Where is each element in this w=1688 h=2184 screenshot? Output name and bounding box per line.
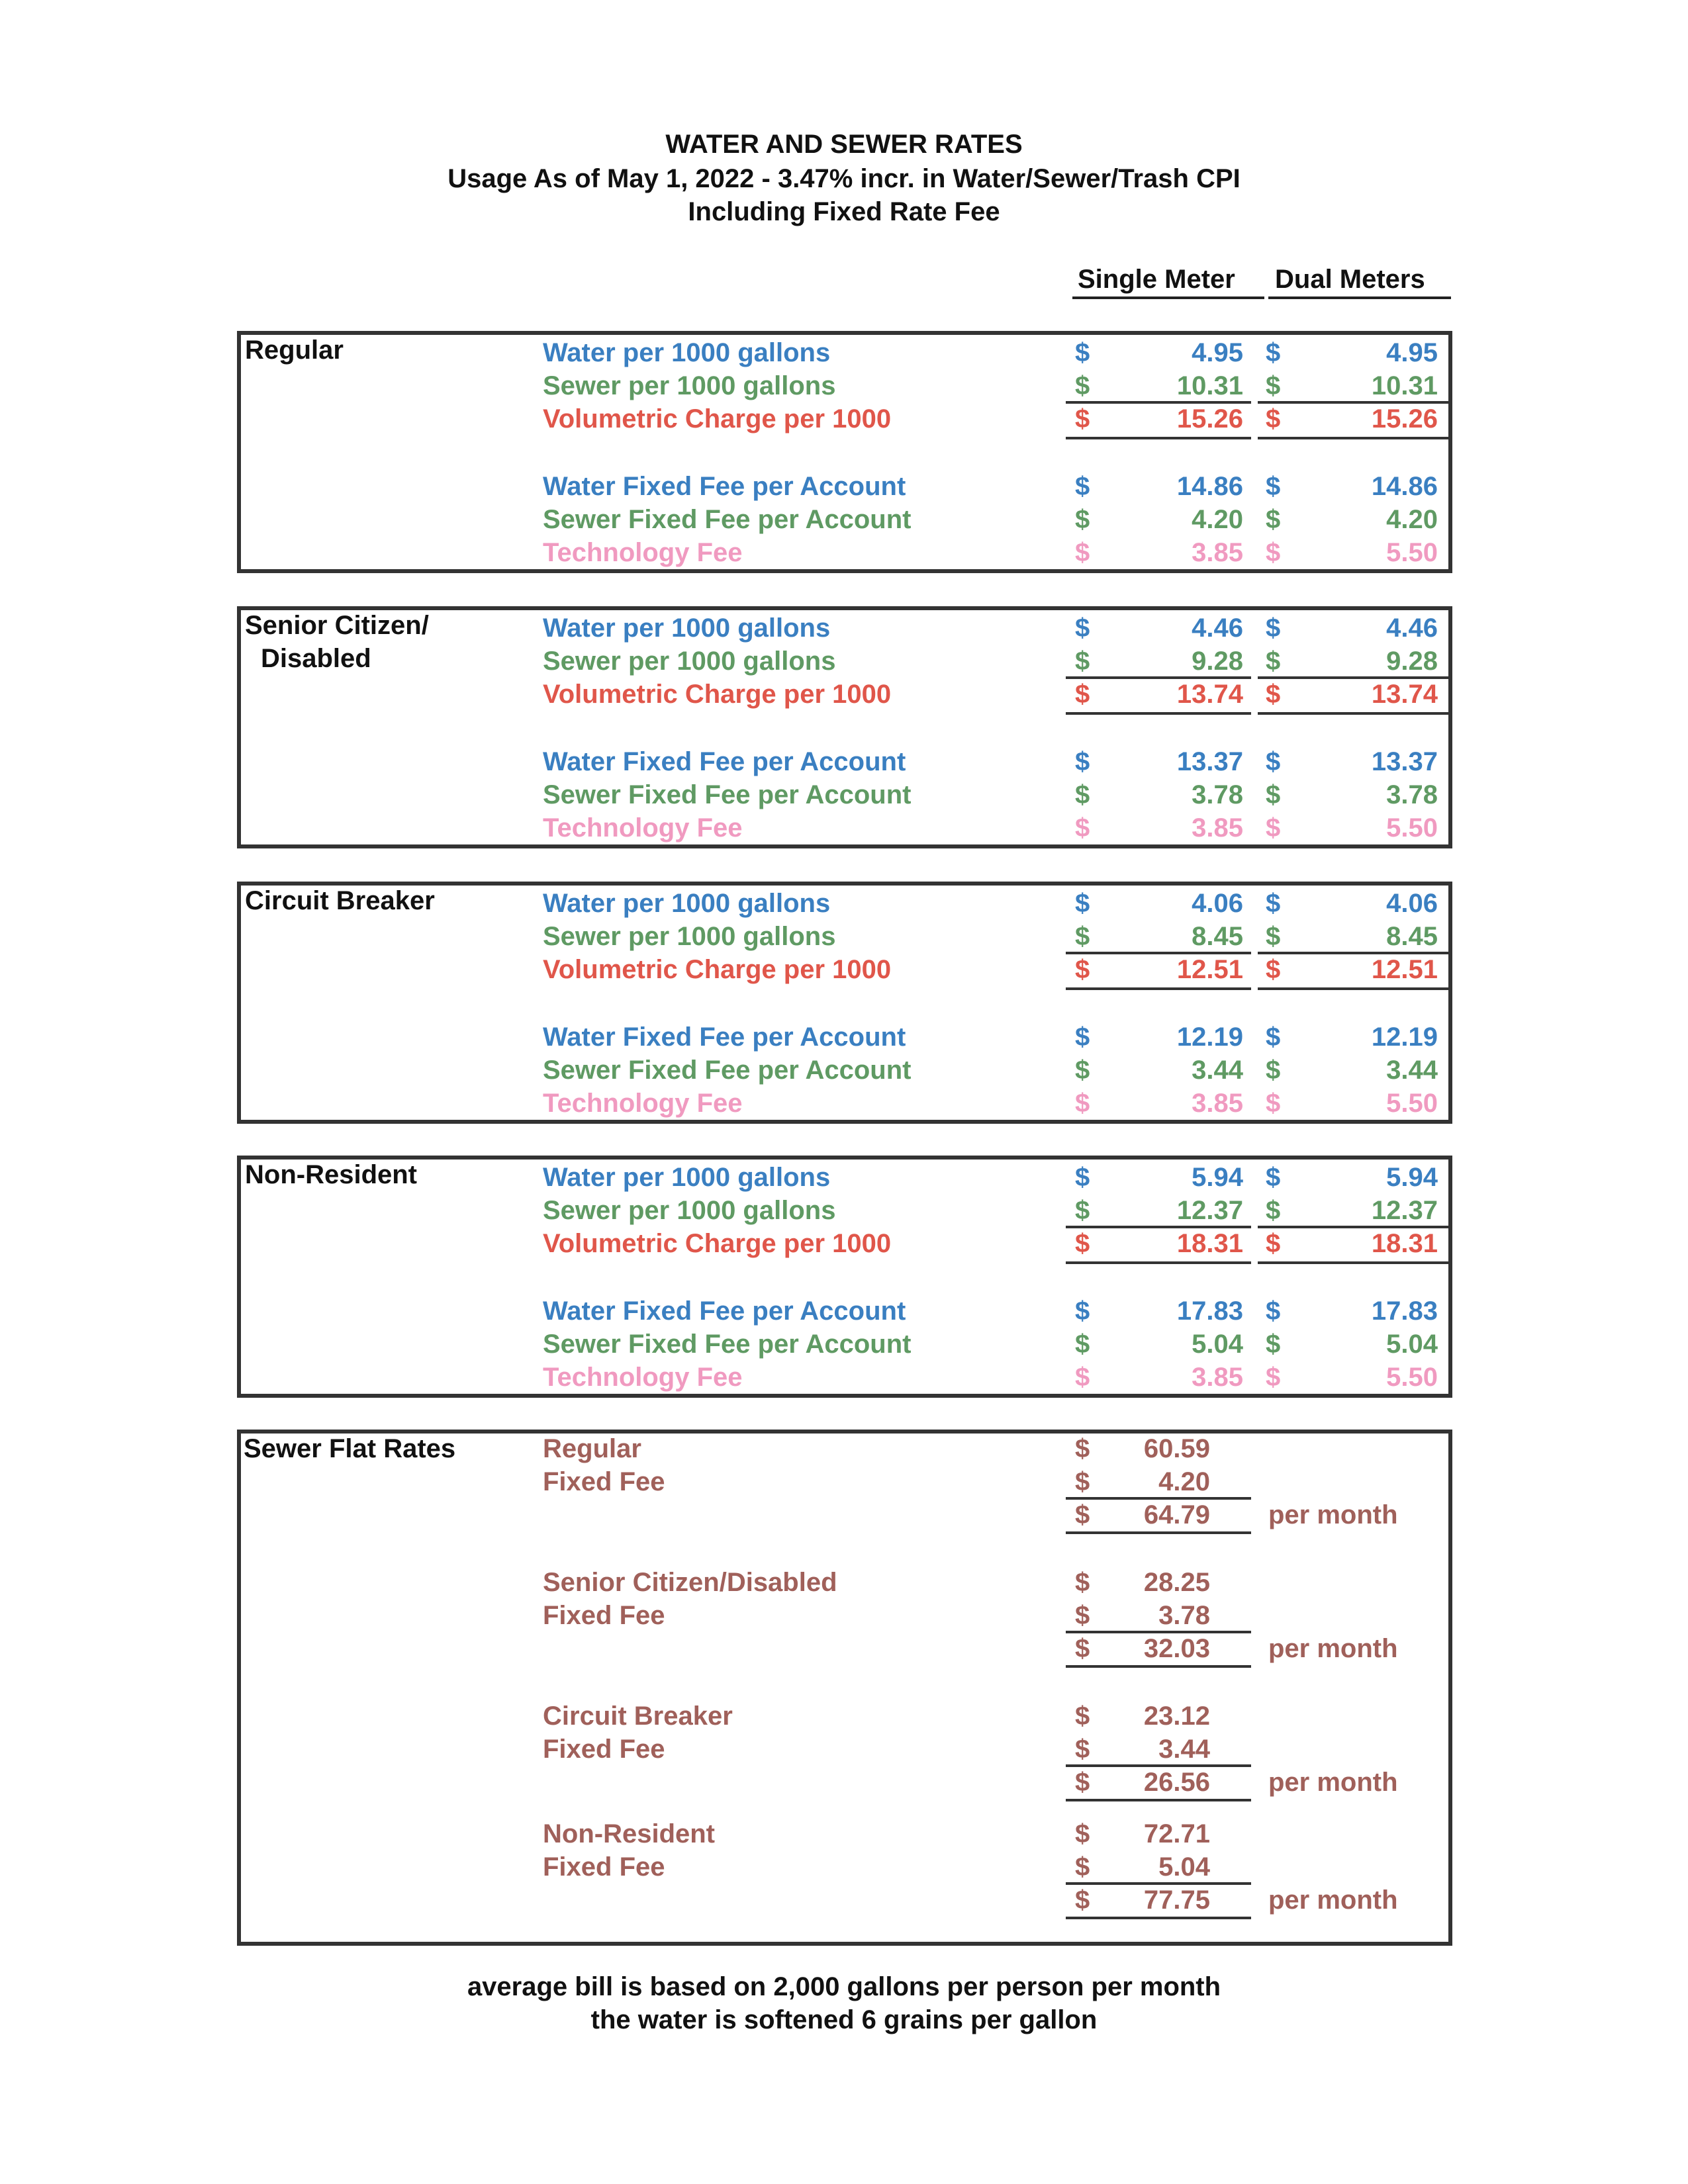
rate-label: Technology Fee (543, 538, 743, 567)
rate-value-dual: 4.46 (1386, 614, 1438, 643)
rate-label: Water Fixed Fee per Account (543, 1297, 906, 1326)
rate-value-dual: 18.31 (1371, 1229, 1438, 1258)
rate-label: Technology Fee (543, 813, 743, 842)
total-rule (1066, 712, 1251, 715)
currency-sign: $ (1266, 780, 1281, 809)
currency-sign: $ (1075, 1634, 1090, 1663)
flat-fee-label: Fixed Fee (543, 1852, 665, 1882)
currency-sign: $ (1075, 404, 1090, 433)
currency-sign: $ (1266, 472, 1281, 501)
currency-sign: $ (1266, 813, 1281, 842)
flat-fee-value: 3.44 (1158, 1735, 1210, 1764)
per-month-label: per month (1268, 1886, 1398, 1915)
section-category: Senior Citizen/ (245, 611, 429, 640)
currency-sign: $ (1075, 1196, 1090, 1225)
currency-sign: $ (1266, 922, 1281, 951)
currency-sign: $ (1266, 614, 1281, 643)
rate-value-single: 17.83 (1176, 1297, 1243, 1326)
rate-label: Volumetric Charge per 1000 (543, 955, 892, 984)
rate-value-dual: 12.19 (1371, 1023, 1438, 1052)
currency-sign: $ (1266, 371, 1281, 400)
rate-value-dual: 4.95 (1386, 338, 1438, 367)
total-rule (1066, 1665, 1251, 1668)
rate-value-single: 12.19 (1176, 1023, 1243, 1052)
section-category: Sewer Flat Rates (244, 1434, 456, 1463)
currency-sign: $ (1075, 1297, 1090, 1326)
rate-value-single: 5.94 (1192, 1163, 1243, 1192)
currency-sign: $ (1075, 1735, 1090, 1764)
currency-sign: $ (1266, 1089, 1281, 1118)
currency-sign: $ (1075, 1023, 1090, 1052)
currency-sign: $ (1075, 1434, 1090, 1463)
rate-label: Water per 1000 gallons (543, 1163, 831, 1192)
currency-sign: $ (1075, 1568, 1090, 1597)
flat-total-value: 64.79 (1143, 1500, 1210, 1529)
currency-sign: $ (1266, 1023, 1281, 1052)
currency-sign: $ (1266, 1056, 1281, 1085)
section-category: Regular (245, 336, 344, 365)
rate-value-single: 4.46 (1192, 614, 1243, 643)
per-month-label: per month (1268, 1634, 1398, 1663)
per-month-label: per month (1268, 1500, 1398, 1529)
flat-rate-label: Non-Resident (543, 1819, 715, 1848)
total-rule (1258, 952, 1450, 954)
column-header-underline (1268, 296, 1451, 299)
currency-sign: $ (1266, 538, 1281, 567)
rate-label: Sewer Fixed Fee per Account (543, 780, 912, 809)
rate-value-single: 4.95 (1192, 338, 1243, 367)
section-category: Circuit Breaker (245, 886, 435, 915)
total-rule (1258, 987, 1450, 990)
currency-sign: $ (1266, 1363, 1281, 1392)
per-month-label: per month (1268, 1768, 1398, 1797)
flat-fee-value: 4.20 (1158, 1467, 1210, 1496)
currency-sign: $ (1266, 1163, 1281, 1192)
currency-sign: $ (1075, 813, 1090, 842)
rate-value-single: 13.37 (1176, 747, 1243, 776)
currency-sign: $ (1266, 955, 1281, 984)
currency-sign: $ (1075, 1330, 1090, 1359)
footer-note-2: the water is softened 6 grains per gallon (590, 2005, 1098, 2034)
rate-value-single: 4.06 (1192, 889, 1243, 918)
currency-sign: $ (1266, 1229, 1281, 1258)
page-subtitle-2: Including Fixed Rate Fee (688, 197, 1000, 226)
currency-sign: $ (1075, 889, 1090, 918)
currency-sign: $ (1075, 1702, 1090, 1731)
rate-label: Technology Fee (543, 1089, 743, 1118)
rate-label: Technology Fee (543, 1363, 743, 1392)
rate-value-single: 14.86 (1176, 472, 1243, 501)
rate-value-single: 3.85 (1192, 1089, 1243, 1118)
currency-sign: $ (1075, 1500, 1090, 1529)
total-rule (1066, 401, 1251, 404)
rate-value-dual: 15.26 (1371, 404, 1438, 433)
flat-rate-value: 28.25 (1143, 1568, 1210, 1597)
flat-total-value: 32.03 (1143, 1634, 1210, 1663)
total-rule (1258, 712, 1450, 715)
flat-fee-label: Fixed Fee (543, 1601, 665, 1630)
rate-label: Water Fixed Fee per Account (543, 472, 906, 501)
currency-sign: $ (1075, 614, 1090, 643)
currency-sign: $ (1075, 647, 1090, 676)
total-rule (1258, 1261, 1450, 1264)
flat-rate-label: Circuit Breaker (543, 1702, 733, 1731)
total-rule (1258, 1226, 1450, 1228)
rate-label: Sewer Fixed Fee per Account (543, 1330, 912, 1359)
currency-sign: $ (1075, 780, 1090, 809)
flat-rate-value: 60.59 (1143, 1434, 1210, 1463)
rate-value-single: 4.20 (1192, 505, 1243, 534)
currency-sign: $ (1075, 1163, 1090, 1192)
rate-label: Sewer Fixed Fee per Account (543, 1056, 912, 1085)
rate-label: Sewer per 1000 gallons (543, 647, 836, 676)
rate-value-dual: 14.86 (1371, 472, 1438, 501)
rate-label: Sewer per 1000 gallons (543, 371, 836, 400)
flat-fee-value: 5.04 (1158, 1852, 1210, 1882)
rate-value-single: 3.85 (1192, 538, 1243, 567)
currency-sign: $ (1075, 1056, 1090, 1085)
currency-sign: $ (1075, 1229, 1090, 1258)
currency-sign: $ (1075, 955, 1090, 984)
currency-sign: $ (1266, 338, 1281, 367)
rate-value-dual: 3.78 (1386, 780, 1438, 809)
rate-value-dual: 8.45 (1386, 922, 1438, 951)
currency-sign: $ (1075, 747, 1090, 776)
rate-label: Sewer Fixed Fee per Account (543, 505, 912, 534)
flat-rate-value: 72.71 (1143, 1819, 1210, 1848)
rate-value-single: 3.44 (1192, 1056, 1243, 1085)
total-rule (1066, 1917, 1251, 1919)
rate-label: Sewer per 1000 gallons (543, 922, 836, 951)
page-title: WATER AND SEWER RATES (665, 130, 1023, 159)
page-subtitle: Usage As of May 1, 2022 - 3.47% incr. in Water/Sewer/Trash CPI (447, 164, 1241, 193)
rate-label: Water Fixed Fee per Account (543, 747, 906, 776)
rate-value-single: 12.51 (1176, 955, 1243, 984)
currency-sign: $ (1075, 538, 1090, 567)
currency-sign: $ (1075, 338, 1090, 367)
currency-sign: $ (1075, 371, 1090, 400)
currency-sign: $ (1075, 1089, 1090, 1118)
total-rule (1066, 952, 1251, 954)
rate-label: Water per 1000 gallons (543, 889, 831, 918)
rate-value-single: 9.28 (1192, 647, 1243, 676)
flat-total-value: 77.75 (1143, 1886, 1210, 1915)
rate-value-dual: 5.50 (1386, 538, 1438, 567)
flat-rate-value: 23.12 (1143, 1702, 1210, 1731)
currency-sign: $ (1266, 404, 1281, 433)
section-category: Disabled (261, 644, 371, 673)
rate-label: Sewer per 1000 gallons (543, 1196, 836, 1225)
rate-value-dual: 9.28 (1386, 647, 1438, 676)
currency-sign: $ (1075, 505, 1090, 534)
rate-value-dual: 3.44 (1386, 1056, 1438, 1085)
currency-sign: $ (1075, 1886, 1090, 1915)
rate-value-dual: 10.31 (1371, 371, 1438, 400)
total-rule (1258, 437, 1450, 439)
rate-value-dual: 5.50 (1386, 1363, 1438, 1392)
rate-label: Volumetric Charge per 1000 (543, 404, 892, 433)
total-rule (1066, 1261, 1251, 1264)
rate-value-dual: 4.20 (1386, 505, 1438, 534)
currency-sign: $ (1266, 1297, 1281, 1326)
rate-value-single: 5.04 (1192, 1330, 1243, 1359)
currency-sign: $ (1075, 1601, 1090, 1630)
total-rule (1066, 1531, 1251, 1534)
rate-value-single: 3.78 (1192, 780, 1243, 809)
currency-sign: $ (1266, 505, 1281, 534)
currency-sign: $ (1075, 1819, 1090, 1848)
currency-sign: $ (1266, 1330, 1281, 1359)
total-rule (1258, 401, 1450, 404)
currency-sign: $ (1075, 1852, 1090, 1882)
rate-label: Water per 1000 gallons (543, 614, 831, 643)
rate-label: Water per 1000 gallons (543, 338, 831, 367)
flat-fee-label: Fixed Fee (543, 1735, 665, 1764)
flat-fee-label: Fixed Fee (543, 1467, 665, 1496)
rate-value-dual: 17.83 (1371, 1297, 1438, 1326)
rate-value-single: 3.85 (1192, 1363, 1243, 1392)
rate-value-single: 13.74 (1176, 680, 1243, 709)
total-rule (1066, 1226, 1251, 1228)
total-rule (1066, 1799, 1251, 1801)
rate-label: Volumetric Charge per 1000 (543, 1229, 892, 1258)
total-rule (1066, 437, 1251, 439)
rate-value-single: 10.31 (1176, 371, 1243, 400)
rate-label: Water Fixed Fee per Account (543, 1023, 906, 1052)
rate-value-dual: 13.37 (1371, 747, 1438, 776)
rate-value-dual: 12.37 (1371, 1196, 1438, 1225)
currency-sign: $ (1266, 889, 1281, 918)
currency-sign: $ (1075, 680, 1090, 709)
flat-rate-label: Regular (543, 1434, 641, 1463)
flat-total-value: 26.56 (1143, 1768, 1210, 1797)
currency-sign: $ (1266, 1196, 1281, 1225)
rate-value-single: 8.45 (1192, 922, 1243, 951)
rate-value-single: 18.31 (1176, 1229, 1243, 1258)
flat-rate-label: Senior Citizen/Disabled (543, 1568, 837, 1597)
total-rule (1258, 676, 1450, 679)
rate-value-single: 15.26 (1176, 404, 1243, 433)
total-rule (1066, 676, 1251, 679)
currency-sign: $ (1266, 747, 1281, 776)
rate-value-dual: 4.06 (1386, 889, 1438, 918)
rate-value-dual: 13.74 (1371, 680, 1438, 709)
rate-value-single: 3.85 (1192, 813, 1243, 842)
column-header-dual: Dual Meters (1275, 265, 1425, 294)
column-header-underline (1072, 296, 1264, 299)
footer-note: average bill is based on 2,000 gallons per person per month (467, 1972, 1221, 2001)
rate-value-dual: 5.50 (1386, 1089, 1438, 1118)
rate-value-dual: 5.04 (1386, 1330, 1438, 1359)
currency-sign: $ (1075, 1768, 1090, 1797)
section-category: Non-Resident (245, 1160, 417, 1189)
currency-sign: $ (1075, 1363, 1090, 1392)
currency-sign: $ (1075, 472, 1090, 501)
currency-sign: $ (1075, 1467, 1090, 1496)
flat-fee-value: 3.78 (1158, 1601, 1210, 1630)
rate-value-dual: 5.50 (1386, 813, 1438, 842)
currency-sign: $ (1266, 647, 1281, 676)
column-header-single: Single Meter (1078, 265, 1235, 294)
currency-sign: $ (1266, 680, 1281, 709)
currency-sign: $ (1075, 922, 1090, 951)
rate-value-single: 12.37 (1176, 1196, 1243, 1225)
rate-value-dual: 5.94 (1386, 1163, 1438, 1192)
total-rule (1066, 987, 1251, 990)
rate-label: Volumetric Charge per 1000 (543, 680, 892, 709)
rate-value-dual: 12.51 (1371, 955, 1438, 984)
